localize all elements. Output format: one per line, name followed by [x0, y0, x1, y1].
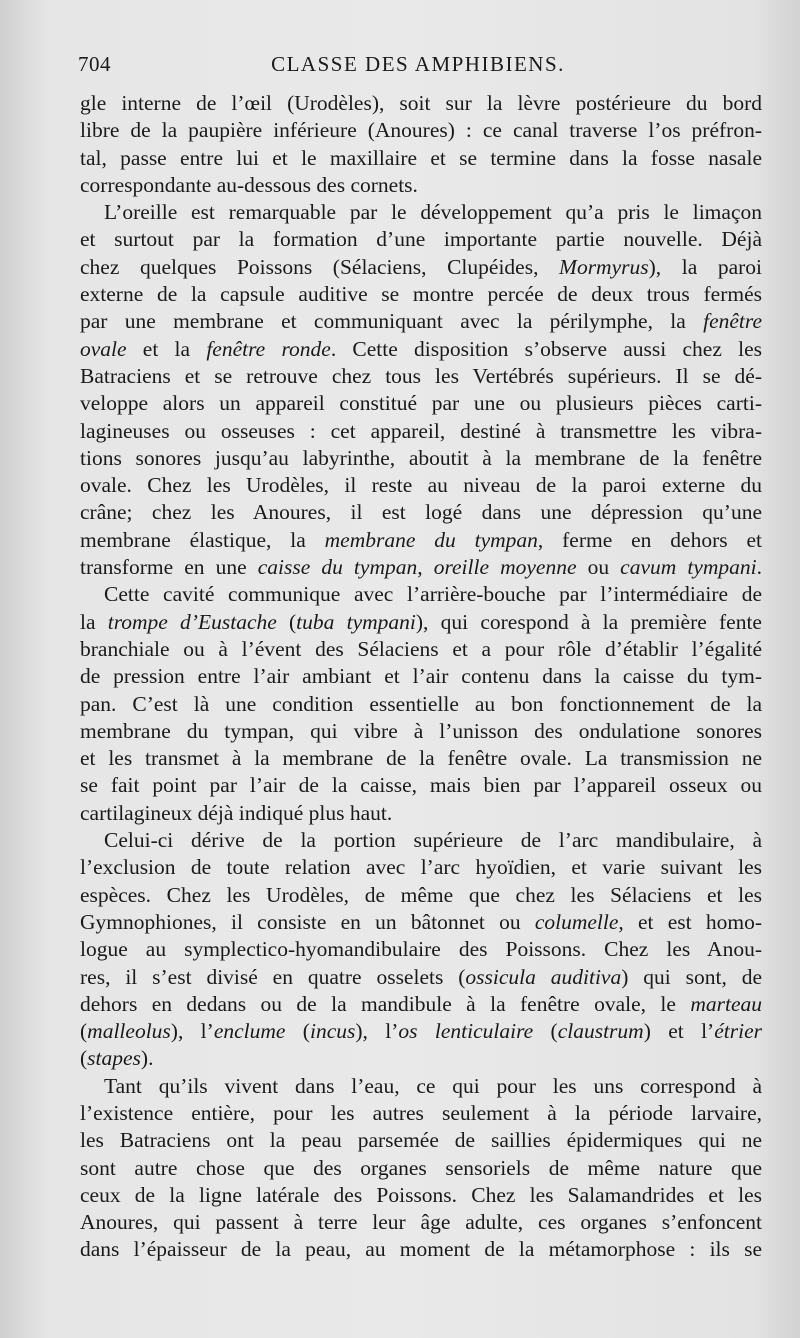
italic-term: ovale: [80, 336, 127, 361]
italic-term: étrier: [714, 1019, 762, 1044]
text-segment: et surtout par la formation d’une importante partie nouvelle. Déjà: [80, 227, 762, 252]
text-line: [80, 882, 762, 909]
text-segment: chez quelques Poissons (Sélaciens, Clupéides,: [80, 254, 560, 279]
text-line: [80, 418, 762, 445]
text-line: [80, 172, 762, 199]
text-line: [80, 1045, 762, 1072]
text-segment: ,: [417, 555, 434, 580]
text-segment: l’exclusion de toute relation avec l’arc hyoïdien, et varie suivant les: [80, 855, 762, 880]
text-segment: membrane élastique, la: [80, 527, 325, 552]
text-line: [80, 390, 762, 417]
text-segment: transforme en une: [80, 555, 258, 580]
text-segment: ).: [140, 1046, 154, 1071]
text-segment: et la: [126, 336, 207, 361]
text-line: [80, 554, 762, 581]
text-line: [80, 1236, 762, 1263]
text-segment: ceux de la ligne latérale des Poissons. Chez les Salamandrides et les: [80, 1182, 762, 1207]
text-segment: Tant qu’ils vivent dans l’eau, ce qui pour les uns correspond à: [104, 1073, 762, 1098]
text-segment: correspondante au-dessous des cornets.: [80, 172, 418, 197]
text-segment: (: [285, 1019, 310, 1044]
italic-term: oreille moyenne: [433, 555, 577, 580]
running-title: CLASSE DES AMPHIBIENS.: [271, 52, 565, 76]
text-line: [80, 1018, 762, 1045]
text-line: [80, 226, 762, 253]
text-segment: .: [756, 555, 763, 580]
text-segment: de pression entre l’air ambiant et l’air contenu dans la caisse du tym-: [80, 664, 762, 689]
text-segment: dans l’épaisseur de la peau, au moment de la métamorphose : ils se: [80, 1237, 762, 1262]
text-segment: crâne; chez les Anoures, il est logé dans une dépression qu’une: [80, 500, 762, 525]
text-line: [80, 964, 762, 991]
text-line: [80, 581, 762, 608]
text-segment: se fait point par l’air de la caisse, mais bien par l’appareil osseux ou: [80, 773, 762, 798]
text-segment: l’existence entière, pour les autres seulement à la période larvaire,: [80, 1100, 762, 1125]
text-segment: membrane du tympan, qui vibre à l’unisson des ondulatione sonores: [80, 718, 762, 743]
text-line: [80, 991, 762, 1018]
text-line: [80, 1100, 762, 1127]
text-line: [80, 636, 762, 663]
text-segment: ), l’: [170, 1019, 214, 1044]
text-line: [80, 117, 762, 144]
text-line: [80, 745, 762, 772]
text-segment: dehors en dedans ou de la mandibule à la fenêtre ovale, le: [80, 991, 691, 1016]
text-line: [80, 800, 762, 827]
text-segment: Celui-ci dérive de la portion supérieure de l’arc mandibulaire, à: [104, 828, 762, 853]
text-segment: ), la paroi: [648, 254, 762, 279]
text-segment: Batraciens et se retrouve chez tous les Vertébrés supérieurs. Il se dé-: [80, 363, 762, 388]
text-line: [80, 472, 762, 499]
text-segment: externe de la capsule auditive se montre percée de deux trous fermés: [80, 282, 762, 307]
text-line: [80, 254, 762, 281]
text-line: [80, 308, 762, 335]
text-segment: ou: [576, 555, 621, 580]
text-segment: par une membrane et communiquant avec la périlymphe, la: [80, 309, 704, 334]
text-line: [80, 718, 762, 745]
text-segment: tal, passe entre lui et le maxillaire et se termine dans la fosse nasale: [80, 145, 762, 170]
text-line: [80, 145, 762, 172]
text-line: [80, 1209, 762, 1236]
italic-term: claustrum: [557, 1019, 644, 1044]
italic-term: stapes: [87, 1046, 141, 1071]
text-segment: veloppe alors un appareil constitué par une ou plusieurs pièces carti-: [80, 391, 762, 416]
italic-term: incus: [309, 1019, 356, 1044]
text-segment: ), qui corespond à la première fente: [415, 609, 762, 634]
text-segment: res, il s’est divisé en quatre osselets (: [80, 964, 466, 989]
text-segment: (: [80, 1019, 88, 1044]
text-segment: Gymnophiones, il consiste en un bâtonnet ou: [80, 909, 535, 934]
italic-term: Mormyrus: [559, 254, 649, 279]
text-segment: logue au symplectico-hyomandibulaire des Poissons. Chez les Anou-: [80, 937, 762, 962]
text-line: [80, 445, 762, 472]
italic-term: enclume: [213, 1019, 286, 1044]
text-segment: la: [80, 609, 108, 634]
italic-term: fenêtre ronde: [206, 336, 331, 361]
text-segment: et les transmet à la membrane de la fenêtre ovale. La transmission ne: [80, 746, 762, 771]
text-line: [80, 909, 762, 936]
italic-term: membrane du tympan: [324, 527, 538, 552]
text-line: [80, 1127, 762, 1154]
text-line: [80, 1182, 762, 1209]
italic-term: malleolus: [87, 1019, 171, 1044]
text-line: [80, 90, 762, 117]
text-line: [80, 854, 762, 881]
text-segment: (: [533, 1019, 558, 1044]
text-segment: ovale. Chez les Urodèles, il reste au niveau de la paroi externe du: [80, 473, 762, 498]
text-line: [80, 336, 762, 363]
page-number: 704: [78, 52, 111, 76]
text-line: [80, 199, 762, 226]
text-segment: libre de la paupière inférieure (Anoures) : ce canal traverse l’os préfron-: [80, 118, 762, 143]
text-segment: Cette cavité communique avec l’arrière-bouche par l’intermédiaire de: [104, 582, 762, 607]
text-segment: tions sonores jusqu’au labyrinthe, aboutit à la membrane de la fenêtre: [80, 445, 762, 470]
text-line: [80, 663, 762, 690]
text-line: [80, 1155, 762, 1182]
italic-term: marteau: [690, 991, 762, 1016]
text-line: [80, 609, 762, 636]
italic-term: columelle: [534, 909, 619, 934]
italic-term: tuba tympani: [296, 609, 416, 634]
text-line: [80, 827, 762, 854]
text-segment: ), l’: [355, 1019, 399, 1044]
italic-term: caisse du tympan: [257, 555, 418, 580]
italic-term: trompe d’Eustache: [107, 609, 277, 634]
text-line: [80, 499, 762, 526]
text-segment: Anoures, qui passent à terre leur âge adulte, ces organes s’enfoncent: [80, 1210, 762, 1235]
text-line: [80, 691, 762, 718]
text-line: [80, 281, 762, 308]
text-segment: . Cette disposition s’observe aussi chez les: [330, 336, 762, 361]
text-segment: espèces. Chez les Urodèles, de même que chez les Sélaciens et les: [80, 882, 762, 907]
text-segment: cartilagineux déjà indiqué plus haut.: [80, 800, 393, 825]
text-line: [80, 772, 762, 799]
text-line: [80, 936, 762, 963]
text-line: [80, 527, 762, 554]
italic-term: os lenticulaire: [398, 1019, 534, 1044]
text-segment: lagineuses ou osseuses : cet appareil, destiné à transmettre les vibra-: [80, 418, 762, 443]
text-segment: (: [276, 609, 297, 634]
italic-term: cavum tympani: [620, 555, 757, 580]
text-segment: L’oreille est remarquable par le développement qu’a pris le limaçon: [104, 200, 762, 225]
text-segment: les Batraciens ont la peau parsemée de saillies épidermiques qui ne: [80, 1128, 762, 1153]
text-segment: gle interne de l’œil (Urodèles), soit sur la lèvre postérieure du bord: [80, 91, 762, 115]
text-segment: pan. C’est là une condition essentielle au bon fonctionnement de la: [80, 691, 762, 716]
page-header: [78, 52, 758, 82]
text-segment: (: [80, 1046, 88, 1071]
italic-term: fenêtre: [703, 309, 762, 334]
text-segment: ) qui sont, de: [621, 964, 763, 989]
italic-term: ossicula auditiva: [465, 964, 622, 989]
text-segment: sont autre chose que des organes sensoriels de même nature que: [80, 1155, 762, 1180]
text-segment: branchiale ou à l’évent des Sélaciens et a pour rôle d’établir l’égalité: [80, 636, 762, 661]
text-segment: , et est homo-: [618, 909, 762, 934]
text-segment: , ferme en dehors et: [537, 527, 762, 552]
body-text: [80, 90, 762, 1264]
text-line: [80, 1073, 762, 1100]
text-segment: ) et l’: [643, 1019, 715, 1044]
text-line: [80, 363, 762, 390]
